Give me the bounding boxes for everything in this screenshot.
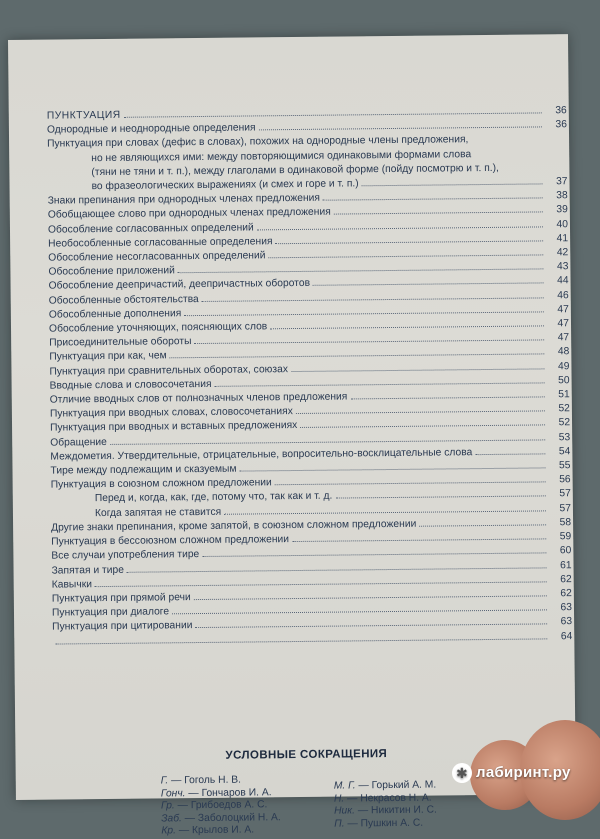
toc-entry-title: (тяни не тяни и т. п.), между глаголами в одинаковой форме (пойду посмотрю и т. п.), [91, 162, 499, 178]
toc-leader-dots [194, 595, 547, 600]
toc-entry-title: Знаки препинания при однородных членах предложения [47, 192, 320, 207]
abbreviation-entry: Гр. — Грибоедов А. С. [160, 799, 268, 812]
toc-leader-dots [334, 212, 543, 215]
toc-entry-title: во фразеологических выражениях (и смех и горе и т. п.) [91, 178, 359, 193]
toc-leader-dots [276, 240, 544, 244]
toc-entry-title: Обособление приложений [48, 265, 175, 278]
toc-leader-dots [268, 254, 543, 258]
toc-page-number: 61 [560, 559, 572, 571]
toc-leader-dots [124, 112, 542, 117]
toc-entry-title: Пунктуация при цитировании [52, 620, 193, 633]
toc-leader-dots [184, 311, 544, 316]
abbreviations-left-column [161, 774, 281, 838]
toc-entry-title: Обособленные дополнения [48, 308, 182, 321]
abbreviation-entry: П. — Пушкин А. С. [334, 817, 424, 830]
toc-entry-title: Обособление уточняющих, поясняющих слов [48, 321, 268, 335]
toc-entry-title: Пунктуация при прямой речи [51, 592, 191, 605]
toc-leader-dots [95, 581, 547, 587]
toc-page-number: 48 [557, 346, 570, 358]
table-of-contents [47, 104, 573, 649]
toc-leader-dots [419, 524, 546, 526]
toc-page-number: 40 [556, 218, 569, 230]
toc-page-number: 52 [558, 417, 571, 429]
toc-page-number: 38 [556, 190, 568, 202]
toc-leader-dots [127, 567, 547, 572]
toc-page-number: 47 [557, 332, 570, 344]
abbreviation-entry: Заб. — Заболоцкий Н. А. [161, 811, 281, 824]
toc-entry-title: Пунктуация в союзном сложном предложении [50, 477, 272, 491]
toc-entry-title: Пунктуация при вводных словах, словосочетаниях [49, 406, 293, 420]
toc-leader-dots [194, 340, 544, 345]
toc-entry-title: ПУНКТУАЦИЯ [46, 109, 121, 122]
toc-page-number: 63 [560, 602, 573, 614]
toc-entry-title: Необособленные согласованные определения [48, 236, 273, 250]
toc-page-number: 36 [555, 119, 567, 131]
toc-page-number: 47 [557, 318, 570, 330]
toc-page-number: 55 [558, 460, 571, 472]
toc-page-number: 47 [557, 303, 569, 316]
toc-leader-dots [296, 411, 545, 415]
toc-page-number: 60 [559, 545, 572, 557]
toc-entry-title: Перед и, когда, как, где, потому что, так как и т. д. [94, 491, 333, 505]
toc-page-number: 44 [557, 275, 569, 287]
toc-entry-title: Все случаи употребления тире [51, 549, 200, 562]
toc-leader-dots [172, 609, 547, 614]
toc-page-number: 36 [555, 105, 567, 117]
toc-page-number: 62 [560, 573, 572, 585]
toc-leader-dots [335, 496, 545, 499]
toc-page-number: 39 [556, 204, 568, 216]
toc-entry-title: Запятая и тире [51, 564, 125, 577]
toc-page-number: 57 [559, 502, 571, 514]
abbreviation-entry: Г. — Гоголь Н. В. [160, 774, 242, 787]
toc-entry-title: Вводные слова и словосочетания [49, 378, 212, 392]
abbreviation-entry: Кр. — Крылов И. А. [161, 824, 255, 837]
toc-page-number: 58 [559, 517, 572, 529]
toc-entry-title: Пунктуация при вводных и вставных предложениях [50, 420, 298, 435]
toc-leader-dots [475, 453, 545, 455]
abbreviations-right-column [334, 780, 437, 831]
toc-page-number: 51 [558, 389, 570, 401]
toc-page-number: 37 [555, 176, 568, 188]
toc-page-number: 50 [558, 374, 570, 387]
toc-entry-title: Другие знаки препинания, кроме запятой, в союзном сложном предложении [51, 518, 417, 534]
toc-leader-dots [240, 467, 546, 471]
toc-leader-dots [259, 127, 542, 131]
toc-entry-title: Обособление несогласованных определений [48, 250, 266, 264]
watermark-logo [452, 763, 592, 791]
toc-page-number: 46 [557, 289, 569, 301]
toc-entry-title: Пунктуация при словах (дефис в словах), похожих на однородные члены предложения, [47, 134, 469, 151]
toc-entry-title: Междометия. Утвердительные, отрицательные, вопросительно-восклицательные слова [50, 447, 473, 463]
toc-leader-dots [224, 510, 546, 514]
abbreviations-title: УСЛОВНЫЕ СОКРАЩЕНИЯ [225, 748, 388, 762]
toc-entry-title: но не являющихся ими: между повторяющимися одинаковыми формами слова [91, 148, 472, 164]
toc-leader-dots [270, 325, 544, 329]
toc-page-number: 56 [559, 474, 571, 486]
toc-entry-title: Пунктуация при диалоге [51, 606, 170, 619]
book-page [8, 34, 576, 837]
toc-entry-title: Тире между подлежащим и сказуемым [50, 463, 237, 477]
toc-leader-dots [323, 198, 543, 201]
toc-page-number: 64 [560, 630, 573, 642]
abbreviation-entry: Ник. — Никитин И. С. [334, 804, 437, 817]
toc-entry-title: Присоединительные обороты [49, 336, 192, 349]
toc-leader-dots [350, 396, 544, 399]
toc-entry-title: Когда запятая не ставится [94, 506, 222, 519]
toc-leader-dots [202, 553, 546, 558]
toc-entry-title: Обособление согласованных определений [47, 222, 254, 236]
toc-entry-title: Обобщающее слово при однородных членах предложения [47, 207, 331, 222]
toc-page-number: 53 [558, 431, 571, 443]
toc-page-number: 42 [556, 247, 569, 259]
toc-entry-title: Пунктуация в бессоюзном сложном предложении [51, 534, 290, 548]
toc-page-number: 41 [556, 232, 569, 245]
toc-page-number: 49 [557, 360, 570, 372]
toc-entry-title: Кавычки [51, 578, 92, 591]
toc-leader-dots [202, 297, 544, 302]
watermark-text: лабиринт.ру [476, 763, 571, 781]
toc-leader-dots [292, 538, 546, 542]
abbreviation-entry: М. Г. — Горький А. М. [333, 779, 437, 792]
toc-page-number: 52 [558, 403, 570, 415]
labyrinth-logo-icon: ✱ [452, 763, 472, 783]
toc-page-number: 54 [558, 446, 571, 458]
toc-leader-dots [275, 482, 546, 486]
toc-leader-dots [170, 354, 545, 359]
toc-entry-title: Пунктуация при как, чем [49, 350, 167, 364]
toc-entry-title: Отличие вводных слов от полнозначных членов предложения [49, 391, 348, 406]
toc-leader-dots [178, 269, 544, 274]
abbreviation-entry: Гонч. — Гончаров И. А. [160, 786, 272, 799]
toc-page-number: 43 [556, 261, 569, 273]
toc-leader-dots [257, 226, 543, 230]
toc-page-number: 59 [559, 531, 572, 543]
toc-leader-dots [195, 624, 547, 629]
toc-entry-title: Обособленные обстоятельства [48, 293, 199, 307]
toc-page-number: 57 [559, 488, 571, 500]
toc-entry-title: Пунктуация при сравнительных оборотах, союзах [49, 363, 289, 378]
toc-leader-dots [291, 368, 544, 372]
toc-leader-dots [300, 425, 545, 429]
toc-leader-dots [313, 283, 544, 286]
toc-leader-dots [362, 183, 543, 186]
toc-entry-title: Обособление деепричастий, деепричастных оборотов [48, 278, 311, 293]
toc-leader-dots [55, 638, 547, 644]
toc-leader-dots [215, 382, 545, 386]
toc-page-number: 63 [560, 616, 573, 628]
toc-entry-title: Однородные и неоднородные определения [46, 122, 256, 136]
toc-page-number: 62 [560, 588, 572, 600]
toc-leader-dots [110, 439, 545, 445]
toc-entry-title: Обращение [50, 436, 107, 449]
abbreviation-entry: Н. — Некрасов Н. А. [333, 792, 432, 805]
